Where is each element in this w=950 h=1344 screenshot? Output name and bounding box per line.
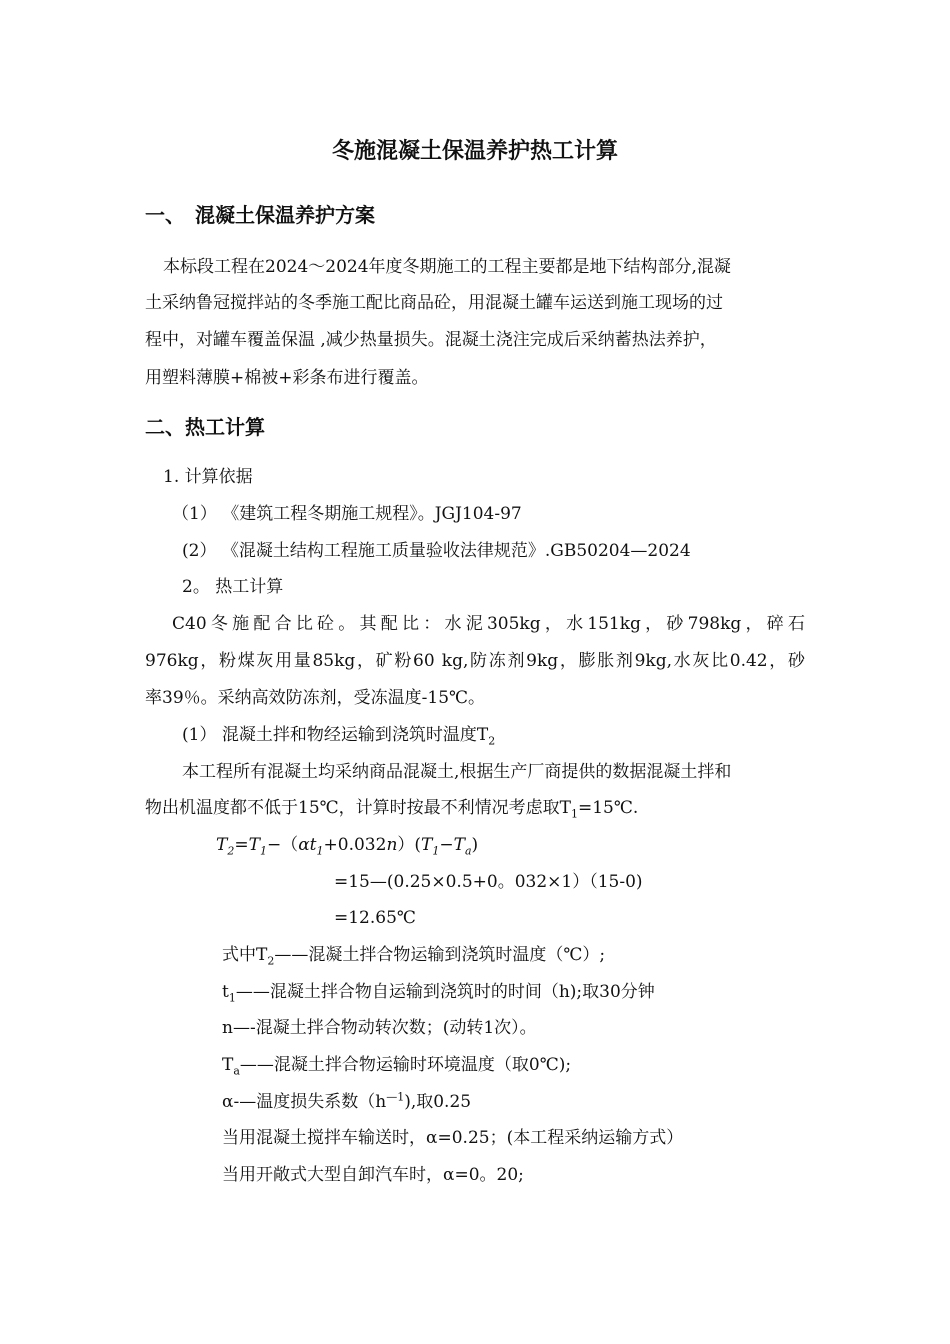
- calc-line-1: =15—(0.25×0.5+0。032×1）（15-0): [334, 872, 643, 892]
- subscript: 1: [228, 991, 236, 1005]
- section1-heading: 一、 混凝土保温养护方案: [145, 203, 375, 227]
- formula-symbol: T: [216, 835, 228, 855]
- definition-alpha: [222, 1091, 471, 1113]
- subscript: 1: [571, 807, 578, 821]
- calc-title: 2。 热工计算: [182, 577, 284, 597]
- basis-title: 1. 计算依据: [163, 467, 253, 487]
- formula-symbol: ）(: [397, 835, 422, 855]
- mix-line1: C40冬施配合比砼。其配比：水泥305kg，水151kg，砂798kg，碎石: [172, 614, 805, 634]
- mix-line3: 率39％。采纳高效防冻剂，受冻温度-15℃。: [145, 688, 486, 708]
- subscript: a: [464, 844, 472, 858]
- basis-item-1: （1） 《建筑工程冬期施工规程》。JGJ104-97: [172, 504, 522, 524]
- para-text: 物出机温度都不低于15℃，计算时按最不利情况考虑取T: [145, 798, 571, 818]
- subscript: 2: [488, 734, 496, 748]
- formula-symbol: T: [248, 835, 260, 855]
- formula-symbol: T: [421, 835, 433, 855]
- subscript: 1: [259, 844, 267, 858]
- subscript: 2: [227, 844, 235, 858]
- formula-symbol: α: [298, 835, 310, 855]
- note-mixer-truck: 当用混凝土搅拌车输送时，α=0.25；(本工程采纳运输方式）: [222, 1128, 684, 1148]
- definition-T2: [222, 944, 605, 966]
- formula-symbol: −（: [266, 835, 299, 855]
- subsection-1-para-line2: [145, 797, 638, 819]
- calc-line-2: =12.65℃: [334, 908, 416, 928]
- formula-symbol: +0.032: [323, 835, 387, 855]
- def-text: t: [222, 982, 229, 1002]
- para-text: =15℃.: [578, 798, 639, 818]
- formula-symbol: T: [453, 835, 465, 855]
- formula-symbol: t: [309, 835, 317, 855]
- section2-heading: 二、热工计算: [145, 415, 265, 439]
- formula-symbol: −: [439, 835, 454, 855]
- subscript: 1: [316, 844, 324, 858]
- section1-line1: 本标段工程在2024～2024年度冬期施工的工程主要都是地下结构部分,混凝: [163, 257, 731, 277]
- def-text: ),取0.25: [404, 1092, 472, 1112]
- subscript: 1: [432, 844, 440, 858]
- subscript: a: [233, 1064, 240, 1078]
- subscript: 2: [267, 954, 275, 968]
- definition-t1: [222, 981, 655, 1003]
- formula-symbol: n: [386, 835, 398, 855]
- def-text: T: [222, 1055, 234, 1075]
- def-text: α-—温度损失系数（h: [222, 1092, 387, 1112]
- section1-line3: 程中，对罐车覆盖保温 ,减少热量损失。混凝土浇注完成后采纳蓄热法养护，: [145, 330, 717, 350]
- formula-symbol: =: [234, 835, 249, 855]
- def-text: ——混凝土拌合物运输到浇筑时温度（℃）;: [274, 945, 606, 965]
- definition-Ta: [222, 1054, 571, 1076]
- mix-line2: 976kg，粉煤灰用量85kg，矿粉60 kg,防冻剂9kg，膨胀剂9kg,水灰比0.42，砂: [145, 651, 805, 671]
- subsection-1-para-line1: 本工程所有混凝土均采纳商品混凝土,根据生产厂商提供的数据混凝土拌和: [182, 762, 732, 782]
- formula-symbol: ): [471, 835, 479, 855]
- basis-item-2: (2） 《混凝土结构工程施工质量验收法律规范》.GB50204—2024: [182, 541, 691, 561]
- document-title: 冬施混凝土保温养护热工计算: [331, 138, 618, 164]
- note-dump-truck: 当用开敞式大型自卸汽车时，α=0。20;: [222, 1165, 524, 1185]
- def-text: 式中T: [222, 945, 268, 965]
- section1-line4: 用塑料薄膜+棉被+彩条布进行覆盖。: [145, 368, 429, 388]
- definition-n: n—-混凝土拌合物动转次数；(动转1次）。: [222, 1018, 537, 1038]
- superscript: —1: [386, 1090, 405, 1104]
- section1-line2: 土采纳鲁冠搅拌站的冬季施工配比商品砼，用混凝土罐车运送到施工现场的过: [145, 293, 723, 313]
- subsection-1-title-text: (1） 混凝土拌和物经运输到浇筑时温度T: [182, 725, 489, 745]
- subsection-1-title: [182, 724, 495, 746]
- def-text: ——混凝土拌合物运输时环境温度（取0℃);: [239, 1055, 572, 1075]
- formula-line: [216, 834, 478, 856]
- def-text: ——混凝土拌合物自运输到浇筑时的时间（h);取30分钟: [235, 982, 655, 1002]
